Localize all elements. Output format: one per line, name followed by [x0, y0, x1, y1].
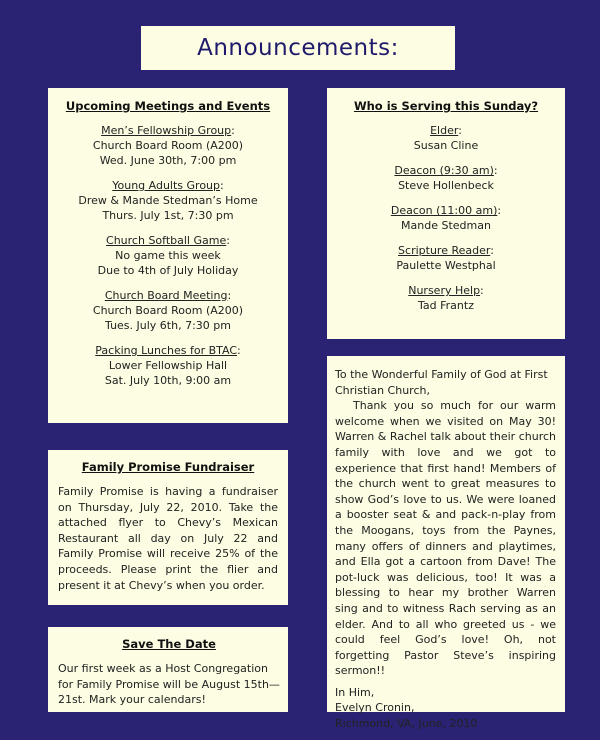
fundraiser-body: Family Promise is having a fundraiser on Thursday, July 22, 2010. Take the attached flyer to Chevy’s Mexican Restaurant all day on July 22 and Family Promise will receive 25% of the proceeds. Please print the flier and present it at Chevy’s when you order. — [58, 485, 278, 592]
role-name-text: Deacon (9:30 am) — [394, 164, 494, 177]
event-detail: Sat. July 10th, 9:00 am — [104, 374, 232, 387]
event-detail: Due to 4th of July Holiday — [97, 264, 239, 277]
event-detail: No game this week — [115, 249, 221, 262]
role-name: Elder: — [430, 124, 462, 137]
event-detail: Church Board Room (A200) — [92, 139, 244, 152]
role-person: Susan Cline — [413, 139, 479, 152]
letter-panel — [327, 356, 565, 731]
event-item — [56, 123, 280, 168]
serving-role-item — [335, 123, 557, 153]
role-name: Deacon (11:00 am): — [390, 204, 502, 217]
meetings-heading: Upcoming Meetings and Events — [65, 99, 271, 113]
event-name: Young Adults Group: — [112, 179, 224, 192]
role-person: Mande Stedman — [401, 219, 491, 232]
letter-name: Evelyn Cronin, — [335, 701, 415, 715]
event-name-text: Church Board Meeting — [104, 289, 228, 302]
meetings-panel — [48, 88, 288, 423]
title-banner — [141, 26, 455, 70]
role-name: Scripture Reader: — [398, 244, 494, 257]
letter-body: Thank you so much for our warm welcome when we visited on May 30! Warren & Rachel talk about their church family with love and we got to experience that first hand! Members of the church went to great measures to show God’s love to us. We were loaned a booster seat & and pack-n-play from the Moogans, toys from the Paynes, many offers of dinners and playtimes, and Ella got a cartoon from Dave! The pot-luck was delicious, too! It was a blessing to hear my brother Warren sing and to witness Rach serving as an elder. And to all who greeted us - we could feel God’s love! Oh, not forgetting Pastor Steve’s inspiring sermon!! — [335, 399, 556, 678]
fundraiser-panel — [48, 450, 288, 605]
role-person: Tad Frantz — [418, 299, 474, 312]
letter-place: Richmond, VA, June, 2010 — [335, 717, 478, 731]
letter-greeting: To the Wonderful Family of God at First Christian Church, — [335, 368, 548, 397]
role-name-text: Deacon (11:00 am) — [390, 204, 498, 217]
event-name-text: Men’s Fellowship Group — [101, 124, 232, 137]
event-name: Men’s Fellowship Group: — [101, 124, 235, 137]
event-detail: Tues. July 6th, 7:30 pm — [105, 319, 231, 332]
role-name-text: Scripture Reader — [398, 244, 491, 257]
event-detail: Wed. June 30th, 7:00 pm — [99, 154, 237, 167]
serving-panel — [327, 88, 565, 339]
serving-role-item — [335, 243, 557, 273]
event-detail: Drew & Mande Stedman’s Home — [78, 194, 258, 207]
role-name: Deacon (9:30 am): — [394, 164, 498, 177]
save-date-body: Our first week as a Host Congregation for Family Promise will be August 15th—21st. Mark your calendars! — [58, 662, 280, 707]
save-date-heading: Save The Date — [122, 637, 216, 651]
event-item — [56, 178, 280, 223]
event-detail: Thurs. July 1st, 7:30 pm — [102, 209, 234, 222]
event-detail: Church Board Room (A200) — [92, 304, 244, 317]
event-name-text: Young Adults Group — [112, 179, 221, 192]
save-date-panel — [48, 627, 288, 712]
serving-role-item — [335, 163, 557, 193]
serving-heading: Who is Serving this Sunday? — [353, 99, 539, 113]
event-item — [56, 288, 280, 333]
role-name-text: Elder — [430, 124, 459, 137]
event-name: Church Board Meeting: — [104, 289, 232, 302]
role-name-text: Nursery Help — [408, 284, 481, 297]
serving-role-item — [335, 283, 557, 313]
role-name: Nursery Help: — [408, 284, 484, 297]
fundraiser-heading: Family Promise Fundraiser — [81, 460, 255, 474]
event-name: Packing Lunches for BTAC: — [95, 344, 241, 357]
event-name-text: Packing Lunches for BTAC — [95, 344, 238, 357]
events-list — [56, 123, 280, 388]
event-item — [56, 233, 280, 278]
serving-role-item — [335, 203, 557, 233]
page-title: Announcements: — [197, 35, 399, 61]
event-name-text: Church Softball Game — [106, 234, 227, 247]
event-name: Church Softball Game: — [106, 234, 230, 247]
role-person: Steve Hollenbeck — [398, 179, 494, 192]
role-person: Paulette Westphal — [396, 259, 496, 272]
event-detail: Lower Fellowship Hall — [108, 359, 228, 372]
roles-list — [335, 123, 557, 313]
letter-closing: In Him, — [335, 685, 375, 699]
event-item — [56, 343, 280, 388]
